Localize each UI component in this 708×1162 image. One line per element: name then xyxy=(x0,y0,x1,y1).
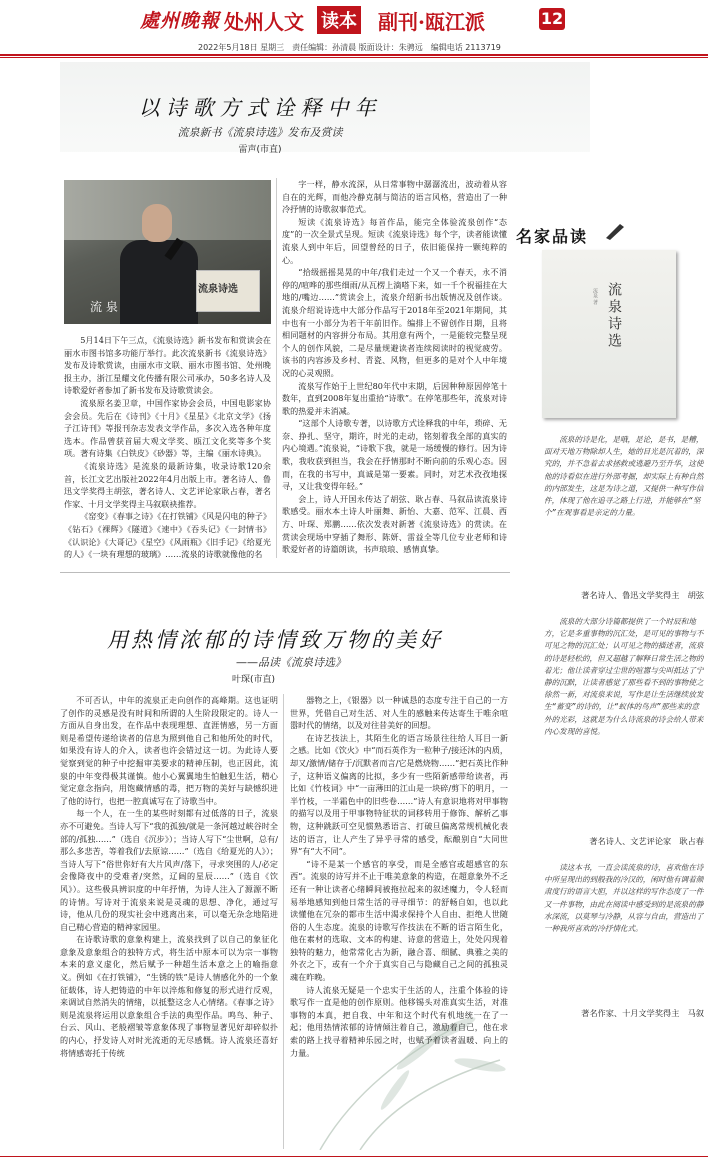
book-cover-author: 流泉 著 xyxy=(592,288,598,305)
paragraph: 《窑变》《春事之诗》《在打铁铺》《风是闪电的种子》《钻石》《裸辉》《隧道》《速中》《吞头记》《一封情书》《认识论》《大哥记》《星空》《风雨瓶》《旧手记》《给夏光的人》《一块有理想的玻璃》……流泉的诗歌就像他的名 xyxy=(64,511,271,560)
article1-right-column xyxy=(282,178,507,566)
photo-caption: 流 泉 xyxy=(90,300,118,314)
section-title: 处州人文 xyxy=(224,10,304,34)
footer-rule xyxy=(0,1156,708,1157)
paragraph: “拾级摇摇晃晃的中年/我们走过一个又一个春天，永不消停的/喧哗的那些细雨/从瓦楞上滴嗒下来，如一千个祝福挂在大地的/嘴边……”赏读会上，流泉介绍新书出版情况及创作谈。流泉介绍说诗选中大部分作品写于2018年至2021年期间，其中也有一小部分为若干年前旧作。编排上不留创作日期，且将相同题材的内容拼分布局。其用意有两个，一是能较完整呈现个人的创作风貌，二是尽量规避读者连续阅读时的视觉疲劳。该书的内容涉及乡村、青瓷、风物，但更多的是对个人中年境况的心灵观照。 xyxy=(282,267,507,378)
section-badge: 读本 xyxy=(317,6,361,34)
photo-person-body xyxy=(120,240,198,324)
paragraph: 流泉写作始于上世纪80年代中末期，后因种种原因停笔十数年，直到2008年复出重拾“诗歌”。在停笔那些年，流泉对诗歌的热爱并未消减。 xyxy=(282,380,507,416)
review-1 xyxy=(544,434,704,584)
article1-left-column xyxy=(64,334,271,566)
article1-subtitle: 流泉新书《流泉诗选》发布及赏读 xyxy=(177,126,343,139)
sidebar-heading: 名家品读 xyxy=(516,227,589,246)
review-text: 读这本书，一直会读流泉的诗，喜欢他在诗中所呈现出的到般我的冷汉的，闲时他有调着颜肃度行的语言大胆，并以这样的写作态度了一件又一件事物，由此在阅读中感受到的是流泉的静水深流，以莫琴与冷静，从容与自由，营造出了一种我所喜欢的冷抒情化式。 xyxy=(544,863,704,934)
article2-author: 叶琛(市直) xyxy=(232,675,276,685)
book-cover-title: 流泉诗选 xyxy=(606,282,622,350)
article-separator xyxy=(60,572,510,573)
paragraph: 短读《流泉诗选》每首作品，能完全体验流泉创作“态度”的一次全景式呈现。短读《流泉诗选》每个字，读者能读懂流泉人到中年后，回望曾经的日子，依旧能保持一颗纯粹的心。 xyxy=(282,216,507,265)
review-3-signature: 著名作家、十月文学奖得主 马叙 xyxy=(581,1008,704,1018)
article2-right-column xyxy=(290,694,508,1149)
article2-left-column xyxy=(60,694,278,1149)
paragraph: 流泉原名姜卫章，中国作家协会会员，中国电影家协会会员。先后在《诗刊》《十月》《星星》《北京文学》《扬子江诗刊》等报刊杂志发表文学作品，多次入选各种年度选本。作品曾获首届大观文学奖、瓯江文化奖等多个奖项。著有诗集《白铁皮》《砂器》等，主编《丽水诗典》。 xyxy=(64,397,271,459)
paragraph: “这部个人诗歌专著，以诗歌方式诠释我的中年，琐碎、无奈、挣扎、坚守，期许，时光的走动，铭刻着我全部的真实的内心境遇。”流泉说，“诗歌下我，就是一场缓慢的修行。因为诗歌，我收获到担当，我会在抒情那时不断向前的乐观心态。因而，在我的书写中，真诚是第一要素。同时，对艺术孜孜地探寻，又让我变得年轻。” xyxy=(282,418,507,492)
paragraph: 诗人流泉无疑是一个忠实于生活的人，注重个体验的诗歌写作一直是他的创作原则。他移锡头对准真实生活，对准事物的本真，把自我、中年和这个时代有机地统一在了一起；他用热情浓郁的诗情倾注着自己，激励着自己，他在求索的路上找寻着精神乐园之时，也赋予着读者温暖、向上的力量。 xyxy=(290,984,508,1058)
supplement-title: 副刊·瓯江派 xyxy=(378,10,485,34)
paragraph: “诗不是某一个感官的享受，而是全感官或超感官的东西”。流泉的诗写并不止于唯美意象的构造，在超意象外不乏还有一种让读者心绪瞬间被拖拉起来的叙述魔力，令人轻而易举地感知到他日常生活的寻寻细节：的舒畅自如，也以此读懂他在冗杂的都市生活中渴求保持个人自由、拒绝人世随俗的人生态度。流泉的诗歌写作技法在不断的语言陌生化，他在素材的选取、文本的构建、诗意的营造上，处处闪现着独特的魅力，他常常化古为新，融合喜、细腻、典雅之美的外衣之下，或有一个介于真实自己与隐藏自己之间的孤独灵魂在昨晚。 xyxy=(290,858,508,983)
review-1-signature: 著名诗人、鲁迅文学奖得主 胡弦 xyxy=(581,590,704,600)
newspaper-logo: 處州晚報 xyxy=(140,10,221,32)
paragraph: 器物之上，《银器》以一种诚恳的态度专注于自己的一方世界，凭借自己对生活、对人生的感触来传达寄生于唯余喧嚣时代的情绪，以及对往昔美好的回想。 xyxy=(290,695,508,731)
review-3 xyxy=(544,862,704,1002)
pen-icon xyxy=(604,222,626,240)
book-cover xyxy=(542,250,676,418)
paragraph: 字一样，静水流深，从日常事物中潺潺流出，波动着从容自在的光辉，而他冷静克制与简洁的语言风格，营造出了一种冷抒情的诗歌叙事范式。 xyxy=(282,179,507,215)
review-2-signature: 著名诗人、文艺评论家 耿占春 xyxy=(589,836,704,846)
article2-subtitle: ——品读《流泉诗选》 xyxy=(236,656,346,669)
photo-person-head xyxy=(142,204,172,242)
column-divider xyxy=(283,694,284,1149)
page-number: 12 xyxy=(540,9,564,28)
review-text: 流泉的诗是化，是哦，是论，是书，是糟，面对天地万物除却人生，她的目光是沉着的，深究的，并不急着去求拯救或逃避乃至升华，这使他的诗看似在进行外部考掘，却实际上有种自然的内部发生，这是为诗之道，又提供一种写作信件，体现了他在追寻之路上行进，并能够在“坚个”在观事看是亲定的力量。 xyxy=(544,435,704,518)
masthead xyxy=(0,0,708,38)
masthead-rule xyxy=(0,54,708,56)
paragraph: 《流泉诗选》是流泉的最新诗集，收录诗歌120余首，长江文艺出版社2022年4月出版上市。著名诗人、鲁迅文学奖得主胡弦，著名诗人、文艺评论家耿占春，著名作家、十月文学奖得主马叙联袂推荐。 xyxy=(64,460,271,509)
column-divider xyxy=(276,178,277,558)
paragraph: 在诗艺技法上，其陌生化的语言场景往往给人耳目一新之感。比如《饮火》中“而石英作为一粒种子/接还沐的内质，却又/激情/储存于/沉默者而言/它是燃烧物……”把石英比作种子，这种语义偏离的比拟，多少有一些陌新感带给读者，再比如《竹枝词》中“一亩薄田的江山是一块碎/剪下的明月，一半竹枝，一半霜色中的旧些卷……”诗人有意识地将对甲事物的描写以及用于甲事物特征状的词移转用于修饰、解析乙事物，这种跳跃可空见惯熟悉语言、打破旦偏离常规机械化表达的语言，让人产生了异乎寻常的感受，酝酿别自“大同世界”有“大不同”。 xyxy=(290,732,508,857)
article2-title: 用热情浓郁的诗情致万物的美好 xyxy=(107,628,443,652)
paragraph: 5月14日下午三点，《流泉诗选》新书发布和赏读会在丽水市图书馆多功能厅举行。此次流泉新书《流泉诗选》发布及诗歌赏读，由丽水市文联、丽水市图书馆、处州晚报主办，浙江星耀文化传播有限公司承办，50多名诗人及诗歌爱好者参加了新书发布及诗歌赏读会。 xyxy=(64,335,271,396)
article1-photo xyxy=(64,180,271,324)
paragraph: 不可否认，中年的流泉正走向创作的高峰期。这也证明了创作的灵感是没有时间和所谓的人生阶段限定的。诗人一方面从自身出发，在作品中表现理想、直涯情感，另一方面则是希望传递给读者的信息为照到他自己和他所处的时代，如果没有诗人的介入，读者也许会错过这一切。为此诗人要觉察到觉的种子中挖掘审美要求的精神压制，也正因此，流泉的中年变得极其谨慎。他小心翼翼地生怕触犯生活，精心觉定意念指向，用饱藏情感的毒，把万物的美好与缺憾织进了他的诗行，也把一腔真诚写在了诗歌当中。 xyxy=(60,695,278,806)
article1-title: 以诗歌方式诠释中年 xyxy=(138,96,382,120)
edition-info: 2022年5月18日 星期三 责任编辑：孙清晨 版面设计：朱骋远 编辑电话 2113719 xyxy=(198,43,501,52)
photo-book-text: 流泉诗选 xyxy=(198,284,238,295)
review-text: 流泉的大部分诗篇都提供了一个时辰和地方，它是多重事物的沉汇处，是可见的事物与不可见之物的沉汇处；认可见之物的描述者，流泉的诗是轻松的，但又超越了解释日常生活之物的着光；他让读者穿过尘世的喧嚣与尖叫抵达了宁静的沉默，让读者感觉了那些看不到的事物使之徐然一新，对流泉来说，写作是让生活继续放发生“蓄变”的诗的，让“蚁体的鸟声”那些来的意外的光彩，这就是为什么诗流泉的诗会给人带来内心发现的喜悦。 xyxy=(544,617,704,736)
paragraph: 每一个人，在一生的某些时刻都有过低落的日子，流泉亦不可避免。当诗人写下“我的孤独/就是一条河越过峡谷时全部的/孤独……”（选自《沉步》）；当诗人写下“尘世啊，总有/那么多悲苦，等着我们/去原谅……”（选自《给夏光的人》）；当诗人写下“俗世你好有大片风声/落下，寻求突围的人/必定会像降夜中的受难者/突然，辽阔的星辰……”（选自《饮风》）。这些极具辨识度的中年抒情，为诗人注入了源源不断的诗情。写诗对于流泉来说是灵魂的思想、净化，通过写诗，他从几份的现实社会中逃离出来，可以毫无杂念地陷进自己精心营造的精神家园里。 xyxy=(60,808,278,932)
masthead-rule-thin xyxy=(0,57,708,58)
paragraph: 在诗歌诗歌的意象构建上，流泉找到了以自己的象征化意象及意象组合的独特方式，将生活中原本可以为宗一事物本来的意义虚化，然后赋予一种超生活本意之上的喻指意义。例如《在打铁铺》，“生锈的铁”是诗人情感化外的一个象征载体，诗人把铸造的中年以淬炼和修复的形式进行反观，来调试自然消失的情绪，以抵整这念人心情绪。《春事之诗》则是流泉将运用以意象组合手法的典型作品。鸣鸟、种子、台云、风山、老般褶皱等意象体现了事物显著见好却碎似扑的内心，抒发诗人对时光流逝的无尽感慨。诗人流泉还喜好将情感寄托于传统 xyxy=(60,934,278,1058)
article1-author: 雷声(市直) xyxy=(238,145,282,155)
paragraph: 会上，诗人开国永传达了胡弦、耿占春、马叙品读流泉诗歌感受。丽水本土诗人叶丽舞、新怡、大嘉、范军、江晨、西方、叶琛、郑鹏……依次发表对新著《流泉诗选》的赏读。在赏读会现场中穿插了舞形、陈妍、雷益全等几位专业老师和诗歌爱好者的诗篇朗读，书声琅琅、感情真挚。 xyxy=(282,493,507,555)
review-2 xyxy=(544,616,704,828)
